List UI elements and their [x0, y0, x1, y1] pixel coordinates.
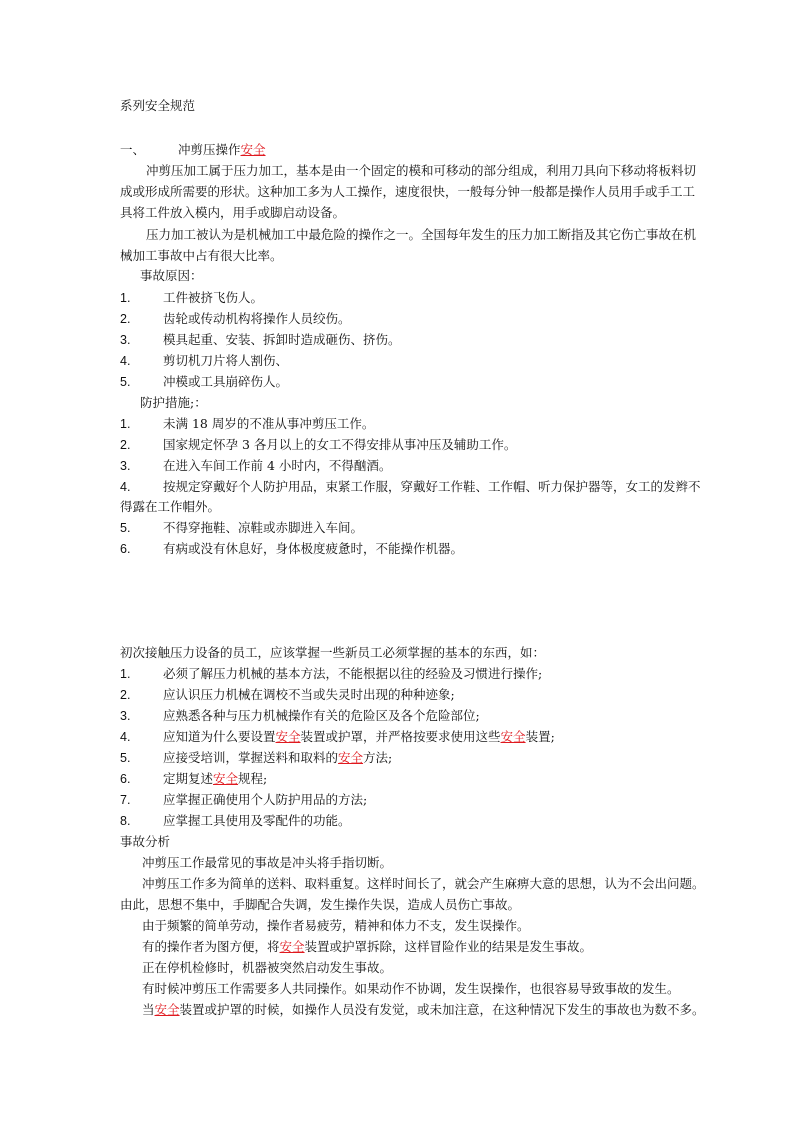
list-number: 3.	[120, 459, 131, 473]
paragraph-text: 装置或护罩的时候，如操作人员没有发觉，或未加注意，在这种情况下发生的事故也为数不多。	[179, 1002, 705, 1017]
section3-heading: 事故分析	[120, 834, 171, 849]
list-item: 应掌握正确使用个人防护用品的方法;	[163, 792, 368, 807]
list-number: 5.	[120, 375, 131, 389]
list-number: 8.	[120, 814, 131, 828]
list-item-text: 方法;	[363, 750, 393, 765]
safety-link[interactable]: 安全	[338, 750, 364, 765]
list-item-text: 装置或护罩，并严格按要求使用这些	[300, 729, 501, 744]
section2-intro: 初次接触压力设备的员工，应该掌握一些新员工必须掌握的基本的东西，如：	[120, 645, 546, 660]
measures-label: 防护措施;：	[140, 395, 207, 410]
safety-link[interactable]: 安全	[500, 729, 526, 744]
safety-link[interactable]: 安全	[213, 771, 239, 786]
paragraph-line: 正在停机检修时，机器被突然启动发生事故。	[142, 960, 393, 975]
paragraph-text: 有的操作者为图方便，将	[142, 939, 280, 954]
list-item-text: 应接受培训，掌握送料和取料的	[163, 750, 339, 765]
list-item-text: 装置;	[525, 729, 555, 744]
paragraph-line: 有时候冲剪压工作需要多人共同操作。如果动作不协调，发生误操作，也很容易导致事故的发生。	[142, 981, 680, 996]
safety-link[interactable]: 安全	[279, 939, 305, 954]
list-item: 冲模或工具崩碎伤人。	[163, 374, 289, 389]
list-number: 4.	[120, 730, 131, 744]
list-number: 4.	[120, 480, 131, 494]
list-item: 齿轮或传动机构将操作人员绞伤。	[163, 311, 351, 326]
list-item-text: 定期复述	[163, 771, 214, 786]
list-number: 3.	[120, 333, 131, 347]
list-item: 应认识压力机械在调校不当或失灵时出现的种种迹象;	[163, 687, 455, 702]
list-number: 2.	[120, 688, 131, 702]
safety-link[interactable]: 安全	[275, 729, 301, 744]
list-item: 应掌握工具使用及零配件的功能。	[163, 813, 351, 828]
paragraph-line	[142, 1002, 705, 1018]
paragraph-line	[142, 939, 592, 955]
paragraph-line: 冲剪压加工属于压力加工，基本是由一个固定的模和可移动的部分组成，利用刀具向下移动将板料切	[146, 163, 697, 178]
paragraph-text: 装置或护罩拆除，这样冒险作业的结果是发生事故。	[304, 939, 593, 954]
list-item: 有病或没有休息好，身体极度疲惫时，不能操作机器。	[163, 541, 464, 556]
paragraph-line: 冲剪压工作多为简单的送料、取料重复。这样时间长了，就会产生麻痹大意的思想，认为不会出问题。	[142, 876, 705, 891]
list-item: 未满 18 周岁的不准从事冲剪压工作。	[163, 416, 375, 431]
list-item: 工件被挤飞伤人。	[163, 290, 264, 305]
paragraph-line: 械加工事故中占有很大比率。	[120, 248, 283, 263]
paragraph-line: 成或形成所需要的形状。这种加工多为人工操作，速度很快，一般每分钟一般都是操作人员用手或手工工	[120, 184, 696, 199]
section-heading	[178, 142, 266, 158]
doc-title: 系列安全规范	[120, 98, 196, 113]
list-item: 不得穿拖鞋、凉鞋或赤脚进入车间。	[163, 520, 364, 535]
list-number: 1.	[120, 291, 131, 305]
list-number: 5.	[120, 751, 131, 765]
section-number: 一、	[120, 142, 146, 157]
list-number: 6.	[120, 772, 131, 786]
paragraph-line: 具将工件放入模内，用手或脚启动设备。	[120, 205, 346, 220]
list-number: 7.	[120, 793, 131, 807]
list-item-continuation: 得露在工作帽外。	[120, 499, 221, 514]
list-number: 1.	[120, 417, 131, 431]
list-item: 按规定穿戴好个人防护用品，束紧工作服，穿戴好工作鞋、工作帽、听力保护器等，女工的发辫不	[163, 479, 701, 494]
paragraph-line: 由此，思想不集中，手脚配合失调，发生操作失误，造成人员伤亡事故。	[120, 897, 521, 912]
list-number: 3.	[120, 709, 131, 723]
list-item: 模具起重、安装、拆卸时造成砸伤、挤伤。	[163, 332, 401, 347]
list-item: 必须了解压力机械的基本方法，不能根据以往的经验及习惯进行操作;	[163, 666, 543, 681]
list-number: 5.	[120, 521, 131, 535]
list-item	[163, 729, 555, 745]
causes-label: 事故原因：	[140, 268, 203, 283]
paragraph-text: 当	[142, 1002, 155, 1017]
list-number: 1.	[120, 667, 131, 681]
list-item: 国家规定怀孕 3 各月以上的女工不得安排从事冲压及辅助工作。	[163, 437, 517, 452]
paragraph-line: 冲剪压工作最常见的事故是冲头将手指切断。	[142, 855, 393, 870]
paragraph-line: 压力加工被认为是机械加工中最危险的操作之一。全国每年发生的压力加工断指及其它伤亡事故在机	[146, 227, 697, 242]
list-number: 2.	[120, 312, 131, 326]
list-number: 6.	[120, 542, 131, 556]
list-item-text: 规程;	[238, 771, 268, 786]
section-heading-text: 冲剪压操作	[178, 142, 241, 157]
list-item-text: 应知道为什么要设置	[163, 729, 276, 744]
list-item	[163, 771, 267, 787]
safety-link[interactable]: 安全	[154, 1002, 180, 1017]
paragraph-line: 由于频繁的简单劳动，操作者易疲劳，精神和体力不支，发生误操作。	[142, 918, 530, 933]
list-item: 在进入车间工作前 4 小时内，不得酗酒。	[163, 458, 392, 473]
list-item: 应熟悉各种与压力机械操作有关的危险区及各个危险部位;	[163, 708, 480, 723]
list-number: 4.	[120, 354, 131, 368]
list-item: 剪切机刀片将人割伤、	[163, 353, 289, 368]
list-number: 2.	[120, 438, 131, 452]
safety-link[interactable]: 安全	[240, 142, 266, 157]
list-item	[163, 750, 392, 766]
